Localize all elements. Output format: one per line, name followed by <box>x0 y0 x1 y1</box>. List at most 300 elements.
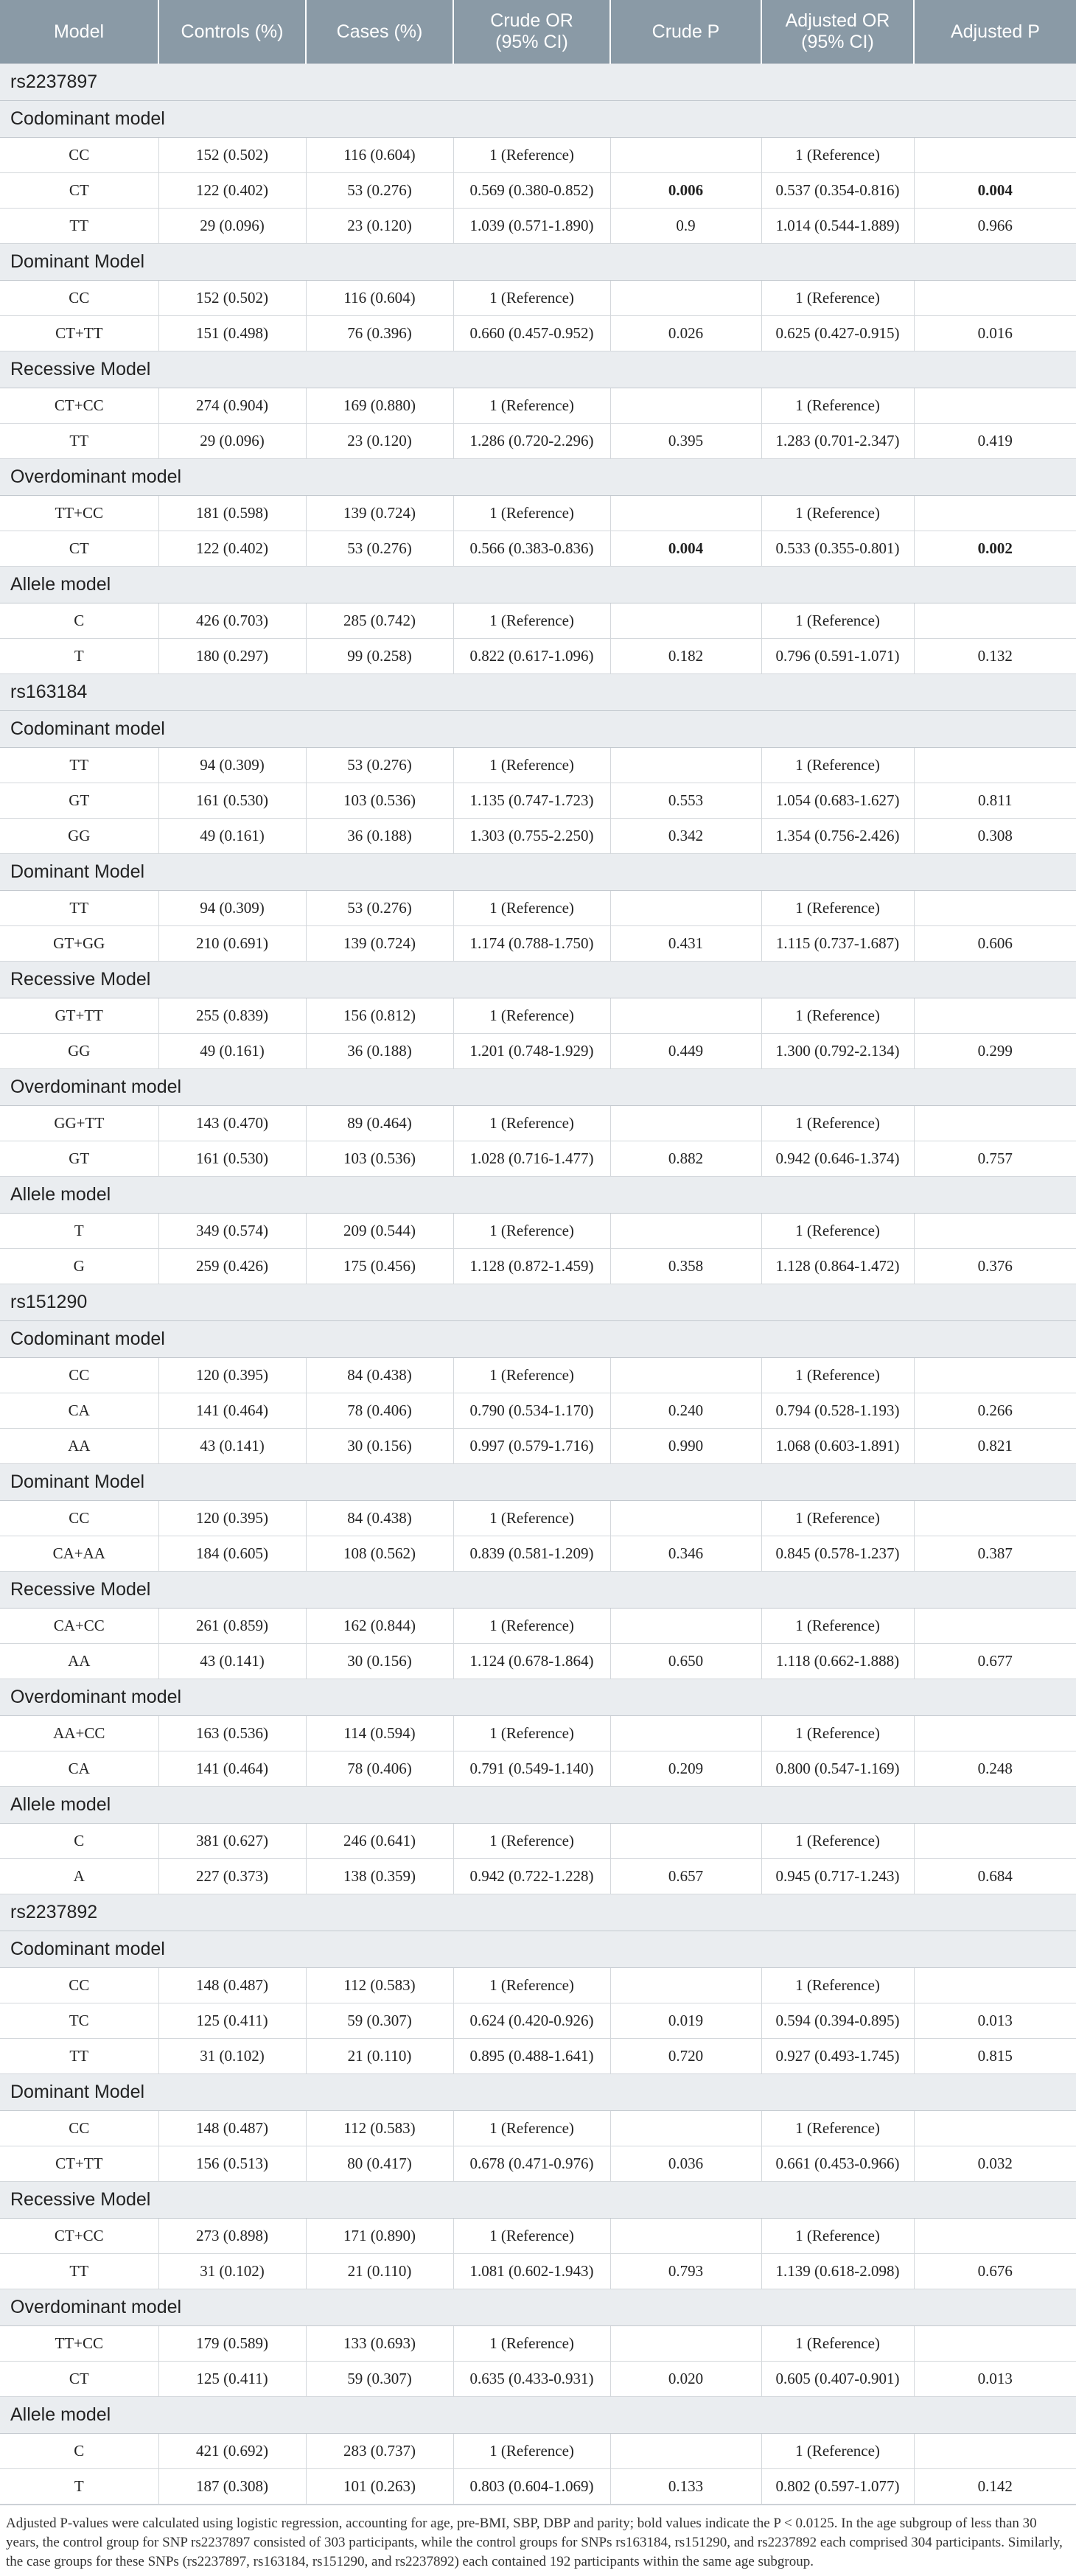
cell-crude-p: 0.019 <box>610 2003 761 2039</box>
table-footnote: Adjusted P-values were calculated using logistic regression, accounting for age, pre-BMI, SBP, DBP and parity; bold values indicate the P < 0.0125. In the age subgroup of less than 30 years, the control group for SNP rs2237897 consisted of 303 participants, while the control groups for SNPs rs163184, rs151290, and rs2237892 each comprised 304 participants. Similarly, the case groups for these SNPs (rs2237897, rs163184, rs151290, and rs2237892) each contained 192 participants within the same age subgroup. <box>0 2505 1076 2572</box>
table-row <box>0 2111 1076 2146</box>
model-row <box>0 1321 1076 1358</box>
cell-cases: 139 (0.724) <box>306 926 453 962</box>
cell-crude-p <box>610 496 761 531</box>
model-row <box>0 962 1076 998</box>
cell-crude-p: 0.209 <box>610 1751 761 1787</box>
cell-adjusted-p <box>914 1358 1076 1393</box>
header-crude-p: Crude P <box>610 0 761 64</box>
cell-adjusted-p <box>914 891 1076 926</box>
model-heading: Allele model <box>0 1177 1076 1214</box>
cell-cases: 171 (0.890) <box>306 2219 453 2254</box>
table-row <box>0 1609 1076 1644</box>
cell-cases: 76 (0.396) <box>306 316 453 351</box>
cell-cases: 162 (0.844) <box>306 1609 453 1644</box>
cell-adjusted-p: 0.013 <box>914 2003 1076 2039</box>
table-row <box>0 1859 1076 1894</box>
cell-adjusted-p <box>914 1609 1076 1644</box>
cell-genotype: T <box>0 2469 158 2505</box>
cell-genotype: CT+CC <box>0 2219 158 2254</box>
cell-controls: 261 (0.859) <box>158 1609 306 1644</box>
cell-crude-p <box>610 1106 761 1141</box>
cell-adjusted-p: 0.266 <box>914 1393 1076 1429</box>
cell-adjusted-p: 0.032 <box>914 2146 1076 2182</box>
model-row <box>0 1787 1076 1824</box>
cell-crude-or: 1.028 (0.716-1.477) <box>453 1141 610 1177</box>
cell-controls: 125 (0.411) <box>158 2362 306 2397</box>
cell-adjusted-or: 0.661 (0.453-0.966) <box>761 2146 914 2182</box>
cell-genotype: GT <box>0 783 158 819</box>
cell-genotype: C <box>0 603 158 639</box>
cell-cases: 23 (0.120) <box>306 209 453 244</box>
cell-adjusted-or: 1 (Reference) <box>761 2326 914 2362</box>
cell-adjusted-or: 1 (Reference) <box>761 998 914 1034</box>
cell-adjusted-or: 1.300 (0.792-2.134) <box>761 1034 914 1069</box>
cell-adjusted-p: 0.684 <box>914 1859 1076 1894</box>
table-row <box>0 2434 1076 2469</box>
cell-adjusted-or: 1 (Reference) <box>761 1106 914 1141</box>
cell-crude-or: 1.174 (0.788-1.750) <box>453 926 610 962</box>
cell-crude-or: 1 (Reference) <box>453 1968 610 2003</box>
cell-adjusted-p <box>914 281 1076 316</box>
cell-controls: 49 (0.161) <box>158 1034 306 1069</box>
table-row <box>0 2146 1076 2182</box>
cell-cases: 36 (0.188) <box>306 819 453 854</box>
model-row <box>0 459 1076 496</box>
cell-adjusted-p: 0.677 <box>914 1644 1076 1679</box>
cell-crude-p: 0.882 <box>610 1141 761 1177</box>
cell-crude-p: 0.358 <box>610 1249 761 1284</box>
cell-crude-p: 0.026 <box>610 316 761 351</box>
cell-crude-p: 0.004 <box>610 531 761 567</box>
cell-crude-or: 1 (Reference) <box>453 891 610 926</box>
cell-crude-or: 1.201 (0.748-1.929) <box>453 1034 610 1069</box>
cell-controls: 273 (0.898) <box>158 2219 306 2254</box>
model-row <box>0 1177 1076 1214</box>
cell-adjusted-p <box>914 138 1076 173</box>
cell-genotype: T <box>0 1214 158 1249</box>
cell-genotype: CT+TT <box>0 316 158 351</box>
cell-crude-p: 0.9 <box>610 209 761 244</box>
cell-cases: 108 (0.562) <box>306 1536 453 1572</box>
model-row <box>0 854 1076 891</box>
cell-adjusted-p: 0.299 <box>914 1034 1076 1069</box>
cell-crude-or: 1 (Reference) <box>453 281 610 316</box>
cell-cases: 53 (0.276) <box>306 891 453 926</box>
cell-cases: 78 (0.406) <box>306 1751 453 1787</box>
cell-crude-p <box>610 2326 761 2362</box>
cell-crude-p: 0.990 <box>610 1429 761 1464</box>
cell-controls: 148 (0.487) <box>158 2111 306 2146</box>
cell-cases: 53 (0.276) <box>306 531 453 567</box>
cell-crude-or: 0.635 (0.433-0.931) <box>453 2362 610 2397</box>
cell-controls: 148 (0.487) <box>158 1968 306 2003</box>
table-row <box>0 1716 1076 1751</box>
table-row <box>0 998 1076 1034</box>
cell-adjusted-or: 1 (Reference) <box>761 748 914 783</box>
cell-genotype: TT <box>0 209 158 244</box>
cell-crude-p: 0.431 <box>610 926 761 962</box>
model-heading: Codominant model <box>0 1321 1076 1358</box>
model-heading: Allele model <box>0 2397 1076 2434</box>
cell-genotype: CC <box>0 2111 158 2146</box>
model-heading: Dominant Model <box>0 1464 1076 1501</box>
table-row <box>0 1106 1076 1141</box>
cell-crude-p <box>610 1824 761 1859</box>
cell-adjusted-or: 0.927 (0.493-1.745) <box>761 2039 914 2074</box>
cell-adjusted-p <box>914 1106 1076 1141</box>
cell-crude-p: 0.006 <box>610 173 761 209</box>
cell-adjusted-or: 1 (Reference) <box>761 1358 914 1393</box>
cell-crude-p <box>610 1609 761 1644</box>
table-row <box>0 1501 1076 1536</box>
cell-cases: 116 (0.604) <box>306 138 453 173</box>
cell-crude-p <box>610 891 761 926</box>
cell-cases: 89 (0.464) <box>306 1106 453 1141</box>
model-row <box>0 2182 1076 2219</box>
table-row <box>0 138 1076 173</box>
cell-adjusted-p: 0.811 <box>914 783 1076 819</box>
model-heading: Dominant Model <box>0 854 1076 891</box>
model-heading: Codominant model <box>0 1931 1076 1968</box>
cell-crude-p <box>610 998 761 1034</box>
cell-genotype: CA <box>0 1751 158 1787</box>
cell-cases: 53 (0.276) <box>306 173 453 209</box>
cell-crude-p <box>610 1358 761 1393</box>
cell-adjusted-or: 0.594 (0.394-0.895) <box>761 2003 914 2039</box>
model-heading: Codominant model <box>0 711 1076 748</box>
cell-cases: 21 (0.110) <box>306 2254 453 2289</box>
cell-adjusted-or: 1.054 (0.683-1.627) <box>761 783 914 819</box>
cell-controls: 180 (0.297) <box>158 639 306 674</box>
cell-adjusted-or: 0.605 (0.407-0.901) <box>761 2362 914 2397</box>
cell-adjusted-p: 0.002 <box>914 531 1076 567</box>
model-heading: Dominant Model <box>0 2074 1076 2111</box>
table-row <box>0 783 1076 819</box>
cell-crude-or: 1.303 (0.755-2.250) <box>453 819 610 854</box>
table-body <box>0 64 1076 2505</box>
cell-cases: 285 (0.742) <box>306 603 453 639</box>
cell-controls: 152 (0.502) <box>158 281 306 316</box>
cell-crude-or: 1 (Reference) <box>453 2434 610 2469</box>
cell-cases: 116 (0.604) <box>306 281 453 316</box>
cell-crude-p: 0.020 <box>610 2362 761 2397</box>
model-heading: Recessive Model <box>0 1572 1076 1609</box>
cell-controls: 179 (0.589) <box>158 2326 306 2362</box>
header-adjusted-or: Adjusted OR (95% CI) <box>761 0 914 64</box>
cell-adjusted-p <box>914 496 1076 531</box>
cell-crude-or: 1 (Reference) <box>453 2326 610 2362</box>
table-row <box>0 1393 1076 1429</box>
cell-cases: 80 (0.417) <box>306 2146 453 2182</box>
cell-cases: 84 (0.438) <box>306 1358 453 1393</box>
cell-crude-p: 0.036 <box>610 2146 761 2182</box>
cell-genotype: GG+TT <box>0 1106 158 1141</box>
cell-adjusted-or: 0.942 (0.646-1.374) <box>761 1141 914 1177</box>
cell-crude-p: 0.553 <box>610 783 761 819</box>
cell-controls: 421 (0.692) <box>158 2434 306 2469</box>
cell-cases: 103 (0.536) <box>306 1141 453 1177</box>
model-heading: Allele model <box>0 567 1076 603</box>
cell-controls: 163 (0.536) <box>158 1716 306 1751</box>
cell-crude-or: 0.803 (0.604-1.069) <box>453 2469 610 2505</box>
cell-crude-or: 1 (Reference) <box>453 1106 610 1141</box>
table-row <box>0 1429 1076 1464</box>
model-heading: Recessive Model <box>0 2182 1076 2219</box>
cell-adjusted-or: 1.115 (0.737-1.687) <box>761 926 914 962</box>
cell-crude-p <box>610 1214 761 1249</box>
model-heading: Overdominant model <box>0 459 1076 496</box>
cell-adjusted-or: 1.014 (0.544-1.889) <box>761 209 914 244</box>
cell-crude-p <box>610 1716 761 1751</box>
cell-adjusted-p <box>914 1501 1076 1536</box>
cell-crude-or: 1 (Reference) <box>453 496 610 531</box>
cell-genotype: GT <box>0 1141 158 1177</box>
cell-genotype: CT <box>0 531 158 567</box>
table-row <box>0 1034 1076 1069</box>
cell-adjusted-p <box>914 2326 1076 2362</box>
cell-crude-or: 1 (Reference) <box>453 1716 610 1751</box>
table-row <box>0 209 1076 244</box>
cell-crude-p <box>610 1968 761 2003</box>
model-heading: Recessive Model <box>0 351 1076 388</box>
cell-adjusted-or: 0.845 (0.578-1.237) <box>761 1536 914 1572</box>
cell-crude-or: 1 (Reference) <box>453 1824 610 1859</box>
cell-crude-or: 1.124 (0.678-1.864) <box>453 1644 610 1679</box>
snp-heading: rs2237897 <box>0 64 1076 101</box>
table-row <box>0 603 1076 639</box>
cell-adjusted-p: 0.966 <box>914 209 1076 244</box>
table-row <box>0 2219 1076 2254</box>
cell-crude-or: 1.081 (0.602-1.943) <box>453 2254 610 2289</box>
cell-crude-p <box>610 2219 761 2254</box>
table-row <box>0 1249 1076 1284</box>
cell-crude-p: 0.240 <box>610 1393 761 1429</box>
cell-adjusted-or: 1.354 (0.756-2.426) <box>761 819 914 854</box>
table-row <box>0 2254 1076 2289</box>
table-row <box>0 819 1076 854</box>
cell-crude-p: 0.720 <box>610 2039 761 2074</box>
cell-controls: 125 (0.411) <box>158 2003 306 2039</box>
cell-adjusted-p <box>914 1824 1076 1859</box>
cell-genotype: AA+CC <box>0 1716 158 1751</box>
cell-adjusted-or: 1 (Reference) <box>761 138 914 173</box>
cell-adjusted-or: 0.625 (0.427-0.915) <box>761 316 914 351</box>
cell-crude-p <box>610 603 761 639</box>
cell-cases: 36 (0.188) <box>306 1034 453 1069</box>
cell-crude-or: 1 (Reference) <box>453 1358 610 1393</box>
model-heading: Recessive Model <box>0 962 1076 998</box>
cell-adjusted-or: 1.068 (0.603-1.891) <box>761 1429 914 1464</box>
cell-adjusted-p: 0.387 <box>914 1536 1076 1572</box>
cell-controls: 94 (0.309) <box>158 891 306 926</box>
cell-cases: 209 (0.544) <box>306 1214 453 1249</box>
cell-cases: 30 (0.156) <box>306 1644 453 1679</box>
model-row <box>0 1572 1076 1609</box>
table-row <box>0 748 1076 783</box>
cell-adjusted-p: 0.757 <box>914 1141 1076 1177</box>
model-heading: Allele model <box>0 1787 1076 1824</box>
model-heading: Overdominant model <box>0 1679 1076 1716</box>
cell-genotype: C <box>0 2434 158 2469</box>
cell-controls: 29 (0.096) <box>158 209 306 244</box>
cell-cases: 23 (0.120) <box>306 424 453 459</box>
cell-adjusted-p: 0.013 <box>914 2362 1076 2397</box>
cell-crude-or: 1.128 (0.872-1.459) <box>453 1249 610 1284</box>
cell-controls: 151 (0.498) <box>158 316 306 351</box>
cell-adjusted-or: 1 (Reference) <box>761 1214 914 1249</box>
cell-adjusted-or: 1 (Reference) <box>761 891 914 926</box>
table-row <box>0 173 1076 209</box>
cell-genotype: TT+CC <box>0 2326 158 2362</box>
cell-controls: 122 (0.402) <box>158 173 306 209</box>
cell-adjusted-or: 1.139 (0.618-2.098) <box>761 2254 914 2289</box>
cell-cases: 283 (0.737) <box>306 2434 453 2469</box>
cell-cases: 21 (0.110) <box>306 2039 453 2074</box>
cell-genotype: GG <box>0 819 158 854</box>
table-row <box>0 1644 1076 1679</box>
cell-cases: 112 (0.583) <box>306 2111 453 2146</box>
cell-adjusted-p: 0.676 <box>914 2254 1076 2289</box>
cell-adjusted-or: 1 (Reference) <box>761 603 914 639</box>
model-row <box>0 1931 1076 1968</box>
table-row <box>0 1358 1076 1393</box>
cell-crude-or: 1.039 (0.571-1.890) <box>453 209 610 244</box>
cell-crude-or: 1.286 (0.720-2.296) <box>453 424 610 459</box>
cell-crude-p: 0.449 <box>610 1034 761 1069</box>
cell-controls: 156 (0.513) <box>158 2146 306 2182</box>
cell-adjusted-or: 1 (Reference) <box>761 388 914 424</box>
cell-adjusted-or: 0.802 (0.597-1.077) <box>761 2469 914 2505</box>
table-row <box>0 1214 1076 1249</box>
cell-controls: 152 (0.502) <box>158 138 306 173</box>
snp-row <box>0 1284 1076 1321</box>
cell-genotype: TT <box>0 748 158 783</box>
cell-cases: 156 (0.812) <box>306 998 453 1034</box>
cell-adjusted-p <box>914 1214 1076 1249</box>
cell-adjusted-p: 0.004 <box>914 173 1076 209</box>
cell-adjusted-p: 0.419 <box>914 424 1076 459</box>
cell-crude-p: 0.793 <box>610 2254 761 2289</box>
cell-adjusted-or: 1 (Reference) <box>761 1609 914 1644</box>
model-heading: Overdominant model <box>0 1069 1076 1106</box>
table-row <box>0 316 1076 351</box>
cell-crude-p: 0.650 <box>610 1644 761 1679</box>
table-row <box>0 1751 1076 1787</box>
cell-controls: 43 (0.141) <box>158 1429 306 1464</box>
cell-adjusted-p: 0.821 <box>914 1429 1076 1464</box>
cell-crude-or: 1 (Reference) <box>453 603 610 639</box>
model-heading: Dominant Model <box>0 244 1076 281</box>
model-row <box>0 101 1076 138</box>
cell-crude-or: 0.660 (0.457-0.952) <box>453 316 610 351</box>
cell-adjusted-or: 1 (Reference) <box>761 281 914 316</box>
snp-row <box>0 674 1076 711</box>
table-row <box>0 496 1076 531</box>
table-row <box>0 1824 1076 1859</box>
cell-genotype: AA <box>0 1429 158 1464</box>
cell-controls: 184 (0.605) <box>158 1536 306 1572</box>
cell-cases: 99 (0.258) <box>306 639 453 674</box>
cell-controls: 143 (0.470) <box>158 1106 306 1141</box>
snp-row <box>0 64 1076 101</box>
cell-crude-or: 1 (Reference) <box>453 748 610 783</box>
model-row <box>0 567 1076 603</box>
cell-crude-or: 1 (Reference) <box>453 2111 610 2146</box>
cell-genotype: CA+CC <box>0 1609 158 1644</box>
cell-controls: 31 (0.102) <box>158 2254 306 2289</box>
cell-adjusted-or: 1 (Reference) <box>761 1824 914 1859</box>
cell-crude-p <box>610 388 761 424</box>
cell-controls: 187 (0.308) <box>158 2469 306 2505</box>
cell-cases: 175 (0.456) <box>306 1249 453 1284</box>
cell-crude-or: 1 (Reference) <box>453 2219 610 2254</box>
cell-adjusted-or: 0.794 (0.528-1.193) <box>761 1393 914 1429</box>
cell-controls: 255 (0.839) <box>158 998 306 1034</box>
cell-cases: 78 (0.406) <box>306 1393 453 1429</box>
cell-controls: 29 (0.096) <box>158 424 306 459</box>
cell-adjusted-p <box>914 1968 1076 2003</box>
cell-genotype: CC <box>0 1501 158 1536</box>
table-row <box>0 926 1076 962</box>
table-row <box>0 1536 1076 1572</box>
cell-adjusted-or: 1.283 (0.701-2.347) <box>761 424 914 459</box>
table-row <box>0 2469 1076 2505</box>
cell-adjusted-or: 1 (Reference) <box>761 1501 914 1536</box>
model-row <box>0 2289 1076 2326</box>
cell-adjusted-p <box>914 998 1076 1034</box>
cell-adjusted-or: 0.537 (0.354-0.816) <box>761 173 914 209</box>
cell-cases: 101 (0.263) <box>306 2469 453 2505</box>
cell-controls: 181 (0.598) <box>158 496 306 531</box>
cell-controls: 120 (0.395) <box>158 1501 306 1536</box>
cell-genotype: CA <box>0 1393 158 1429</box>
cell-genotype: CT <box>0 2362 158 2397</box>
cell-adjusted-p <box>914 748 1076 783</box>
table-row <box>0 281 1076 316</box>
cell-genotype: CT+CC <box>0 388 158 424</box>
model-row <box>0 2074 1076 2111</box>
cell-crude-or: 0.942 (0.722-1.228) <box>453 1859 610 1894</box>
cell-genotype: TT <box>0 2254 158 2289</box>
cell-controls: 31 (0.102) <box>158 2039 306 2074</box>
header-model: Model <box>0 0 158 64</box>
cell-crude-p <box>610 1501 761 1536</box>
cell-adjusted-p <box>914 2111 1076 2146</box>
model-heading: Codominant model <box>0 101 1076 138</box>
cell-crude-p: 0.182 <box>610 639 761 674</box>
cell-cases: 103 (0.536) <box>306 783 453 819</box>
cell-cases: 59 (0.307) <box>306 2362 453 2397</box>
cell-genotype: TT <box>0 424 158 459</box>
cell-crude-or: 1.135 (0.747-1.723) <box>453 783 610 819</box>
cell-controls: 259 (0.426) <box>158 1249 306 1284</box>
cell-controls: 274 (0.904) <box>158 388 306 424</box>
cell-crude-or: 0.822 (0.617-1.096) <box>453 639 610 674</box>
cell-crude-or: 1 (Reference) <box>453 1609 610 1644</box>
cell-cases: 138 (0.359) <box>306 1859 453 1894</box>
cell-crude-p: 0.346 <box>610 1536 761 1572</box>
cell-crude-p <box>610 2434 761 2469</box>
cell-crude-or: 0.624 (0.420-0.926) <box>453 2003 610 2039</box>
cell-adjusted-or: 0.796 (0.591-1.071) <box>761 639 914 674</box>
cell-genotype: C <box>0 1824 158 1859</box>
cell-controls: 120 (0.395) <box>158 1358 306 1393</box>
cell-cases: 246 (0.641) <box>306 1824 453 1859</box>
cell-controls: 94 (0.309) <box>158 748 306 783</box>
model-row <box>0 711 1076 748</box>
cell-crude-or: 1 (Reference) <box>453 138 610 173</box>
